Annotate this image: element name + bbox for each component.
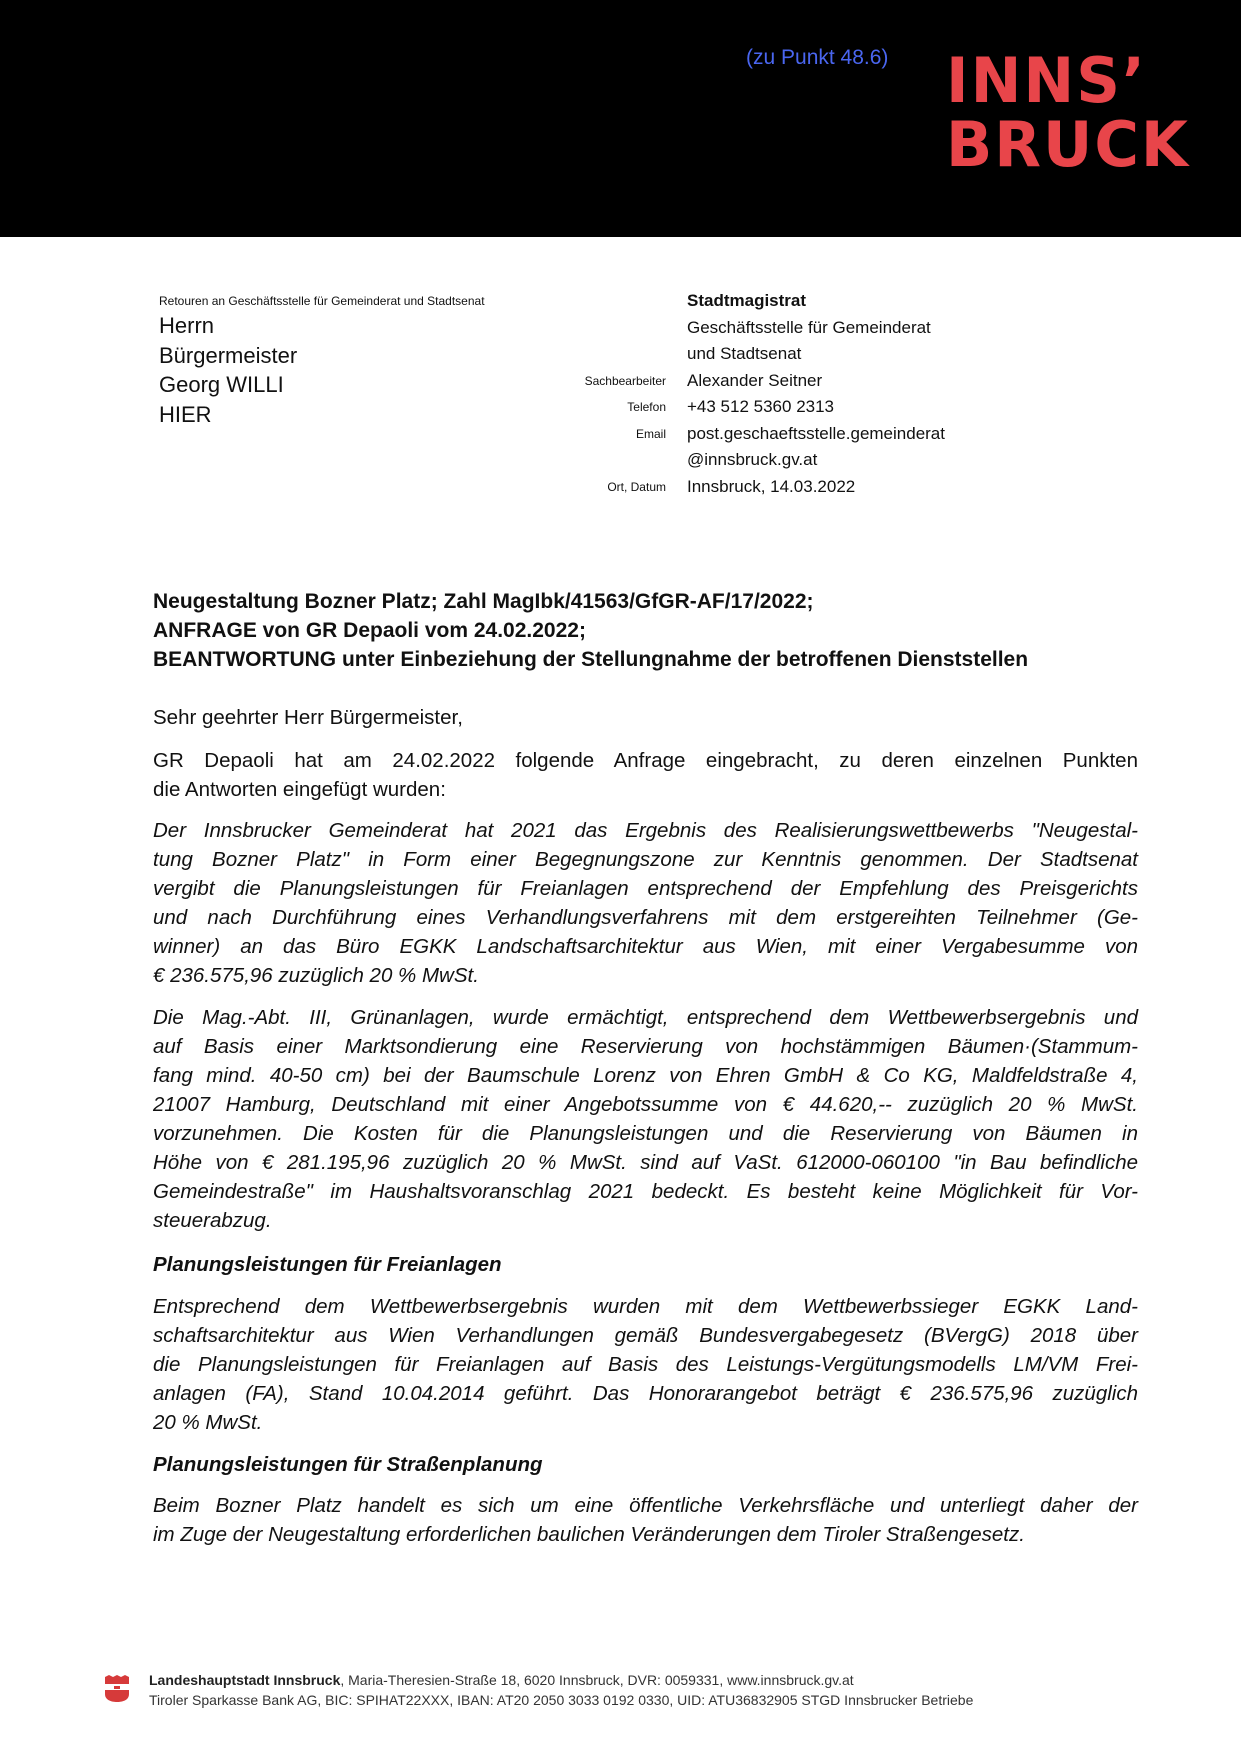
text-line: Die Mag.-Abt. III, Grünanlagen, wurde ermächtigt, entsprechend dem Wettbewerbsergebnis und	[153, 1006, 1138, 1029]
logo-line-1: INNS’	[946, 44, 1147, 117]
salutation: Sehr geehrter Herr Bürgermeister,	[153, 706, 463, 729]
section-heading: Planungsleistungen für Freianlagen	[153, 1253, 502, 1276]
text-line: die Planungsleistungen für Freianlagen auf Basis des Leistungs-Vergütungsmodells LM/VM Frei-	[153, 1353, 1138, 1376]
question-paragraph-4	[153, 1491, 1138, 1549]
sender-email-1[interactable]: post.geschaeftsstelle.gemeinderat	[687, 423, 945, 443]
text-line: Entsprechend dem Wettbewerbsergebnis wurden mit dem Wettbewerbssieger EGKK Land-	[153, 1295, 1138, 1318]
text-line: 21007 Hamburg, Deutschland mit einer Angebotssumme von € 44.620,-- zuzüglich 20 % MwSt.	[153, 1093, 1138, 1116]
text-line: Höhe von € 281.195,96 zuzüglich 20 % MwSt. sind auf VaSt. 612000-060100 "in Bau befindliche	[153, 1151, 1138, 1174]
label-place-date: Ort, Datum	[607, 480, 666, 494]
footer-text	[149, 1670, 973, 1710]
text-line: im Zuge der Neugestaltung erforderlichen baulichen Veränderungen dem Tiroler Straßengesetz.	[153, 1523, 1025, 1546]
header-band	[0, 0, 1241, 237]
text-line: GR Depaoli hat am 24.02.2022 folgende Anfrage eingebracht, zu deren einzelnen Punkten	[153, 749, 1138, 772]
text-line: vergibt die Planungsleistungen für Freianlagen entsprechend der Empfehlung des Preisgerichts	[153, 877, 1138, 900]
text-line: anlagen (FA), Stand 10.04.2014 geführt. Das Honorarangebot beträgt € 236.575,96 zuzüglich	[153, 1382, 1138, 1405]
label-email: Email	[635, 427, 666, 441]
recipient-line: Bürgermeister	[159, 342, 298, 368]
recipient-line: Georg WILLI	[159, 372, 284, 397]
text-line: und nach Durchführung eines Verhandlungsverfahrens mit dem erstgereihten Teilnehmer (Ge-	[153, 906, 1138, 929]
text-line: Der Innsbrucker Gemeinderat hat 2021 das Ergebnis des Realisierungswettbewerbs "Neugestal-	[153, 819, 1138, 842]
text-line: die Antworten eingefügt wurden:	[153, 778, 446, 801]
recipient-line: HIER	[159, 401, 212, 427]
subject-line: ANFRAGE von GR Depaoli vom 24.02.2022;	[153, 619, 586, 642]
return-address-line: Retouren an Geschäftsstelle für Gemeinderat und Stadtsenat	[159, 294, 485, 308]
text-line: steuerabzug.	[153, 1209, 272, 1232]
label-phone: Telefon	[627, 400, 666, 414]
question-paragraph-3	[153, 1292, 1138, 1437]
footer-org-name: Landeshauptstadt Innsbruck	[149, 1672, 341, 1688]
footer-address: , Maria-Theresien-Straße 18, 6020 Innsbruck, DVR: 0059331, www.innsbruck.gv.at	[340, 1672, 854, 1688]
text-line: auf Basis einer Marktsondierung eine Reservierung von hochstämmigen Bäumen·(Stammum-	[153, 1035, 1138, 1058]
question-paragraph-2	[153, 1003, 1138, 1235]
text-line: Gemeindestraße" im Haushaltsvoranschlag 2021 bedeckt. Es besteht keine Möglichkeit für Vor-	[153, 1180, 1138, 1203]
text-line: vorzunehmen. Die Kosten für die Planungsleistungen und die Reservierung von Bäumen in	[153, 1122, 1138, 1145]
reference-note: (zu Punkt 48.6)	[746, 46, 889, 69]
sender-phone: +43 512 5360 2313	[687, 397, 835, 416]
sender-clerk: Alexander Seitner	[687, 370, 823, 390]
sender-place-date: Innsbruck, 14.03.2022	[687, 476, 856, 496]
sender-org-line: Geschäftsstelle für Gemeinderat	[687, 317, 931, 337]
text-line: 20 % MwSt.	[153, 1411, 263, 1434]
city-crest-icon	[103, 1673, 131, 1703]
text-line: schaftsarchitektur aus Wien Verhandlungen gemäß Bundesvergabegesetz (BVergG) 2018 über	[153, 1324, 1138, 1347]
label-clerk: Sachbearbeiter	[584, 374, 666, 388]
sender-block	[687, 288, 945, 500]
footer-line-1	[149, 1670, 973, 1690]
recipient-address	[159, 311, 297, 429]
subject-block	[153, 587, 1028, 674]
logo-line-2: BRUCK	[946, 108, 1190, 181]
recipient-line: Herrn	[159, 313, 215, 338]
subject-line: Neugestaltung Bozner Platz; Zahl MagIbk/41563/GfGR-AF/17/2022;	[153, 590, 814, 613]
text-line: € 236.575,96 zuzüglich 20 % MwSt.	[153, 964, 479, 987]
text-line: Beim Bozner Platz handelt es sich um eine öffentliche Verkehrsfläche und unterliegt daher der	[153, 1494, 1138, 1517]
text-line: tung Bozner Platz" in Form einer Begegnungszone zur Kenntnis genommen. Der Stadtsenat	[153, 848, 1138, 871]
subject-line: BEANTWORTUNG unter Einbeziehung der Stellungnahme der betroffenen Dienststellen	[153, 648, 1029, 671]
text-line: fang mind. 40-50 cm) bei der Baumschule Lorenz von Ehren GmbH & Co KG, Maldfeldstraße 4,	[153, 1064, 1138, 1087]
sender-org-title: Stadtmagistrat	[687, 291, 807, 310]
text-line: winner) an das Büro EGKK Landschaftsarchitektur aus Wien, mit einer Vergabesumme von	[153, 935, 1138, 958]
footer-line-2: Tiroler Sparkasse Bank AG, BIC: SPIHAT22XXX, IBAN: AT20 2050 3033 0192 0330, UID: ATU36832905 STGD Innsbrucker Betriebe	[149, 1692, 974, 1708]
innsbruck-logo	[946, 44, 1192, 181]
sender-org-line: und Stadtsenat	[687, 344, 802, 363]
sender-email-2[interactable]: @innsbruck.gv.at	[687, 450, 818, 469]
question-paragraph-1	[153, 816, 1138, 990]
section-heading: Planungsleistungen für Straßenplanung	[153, 1453, 543, 1476]
intro-paragraph	[153, 746, 1138, 804]
